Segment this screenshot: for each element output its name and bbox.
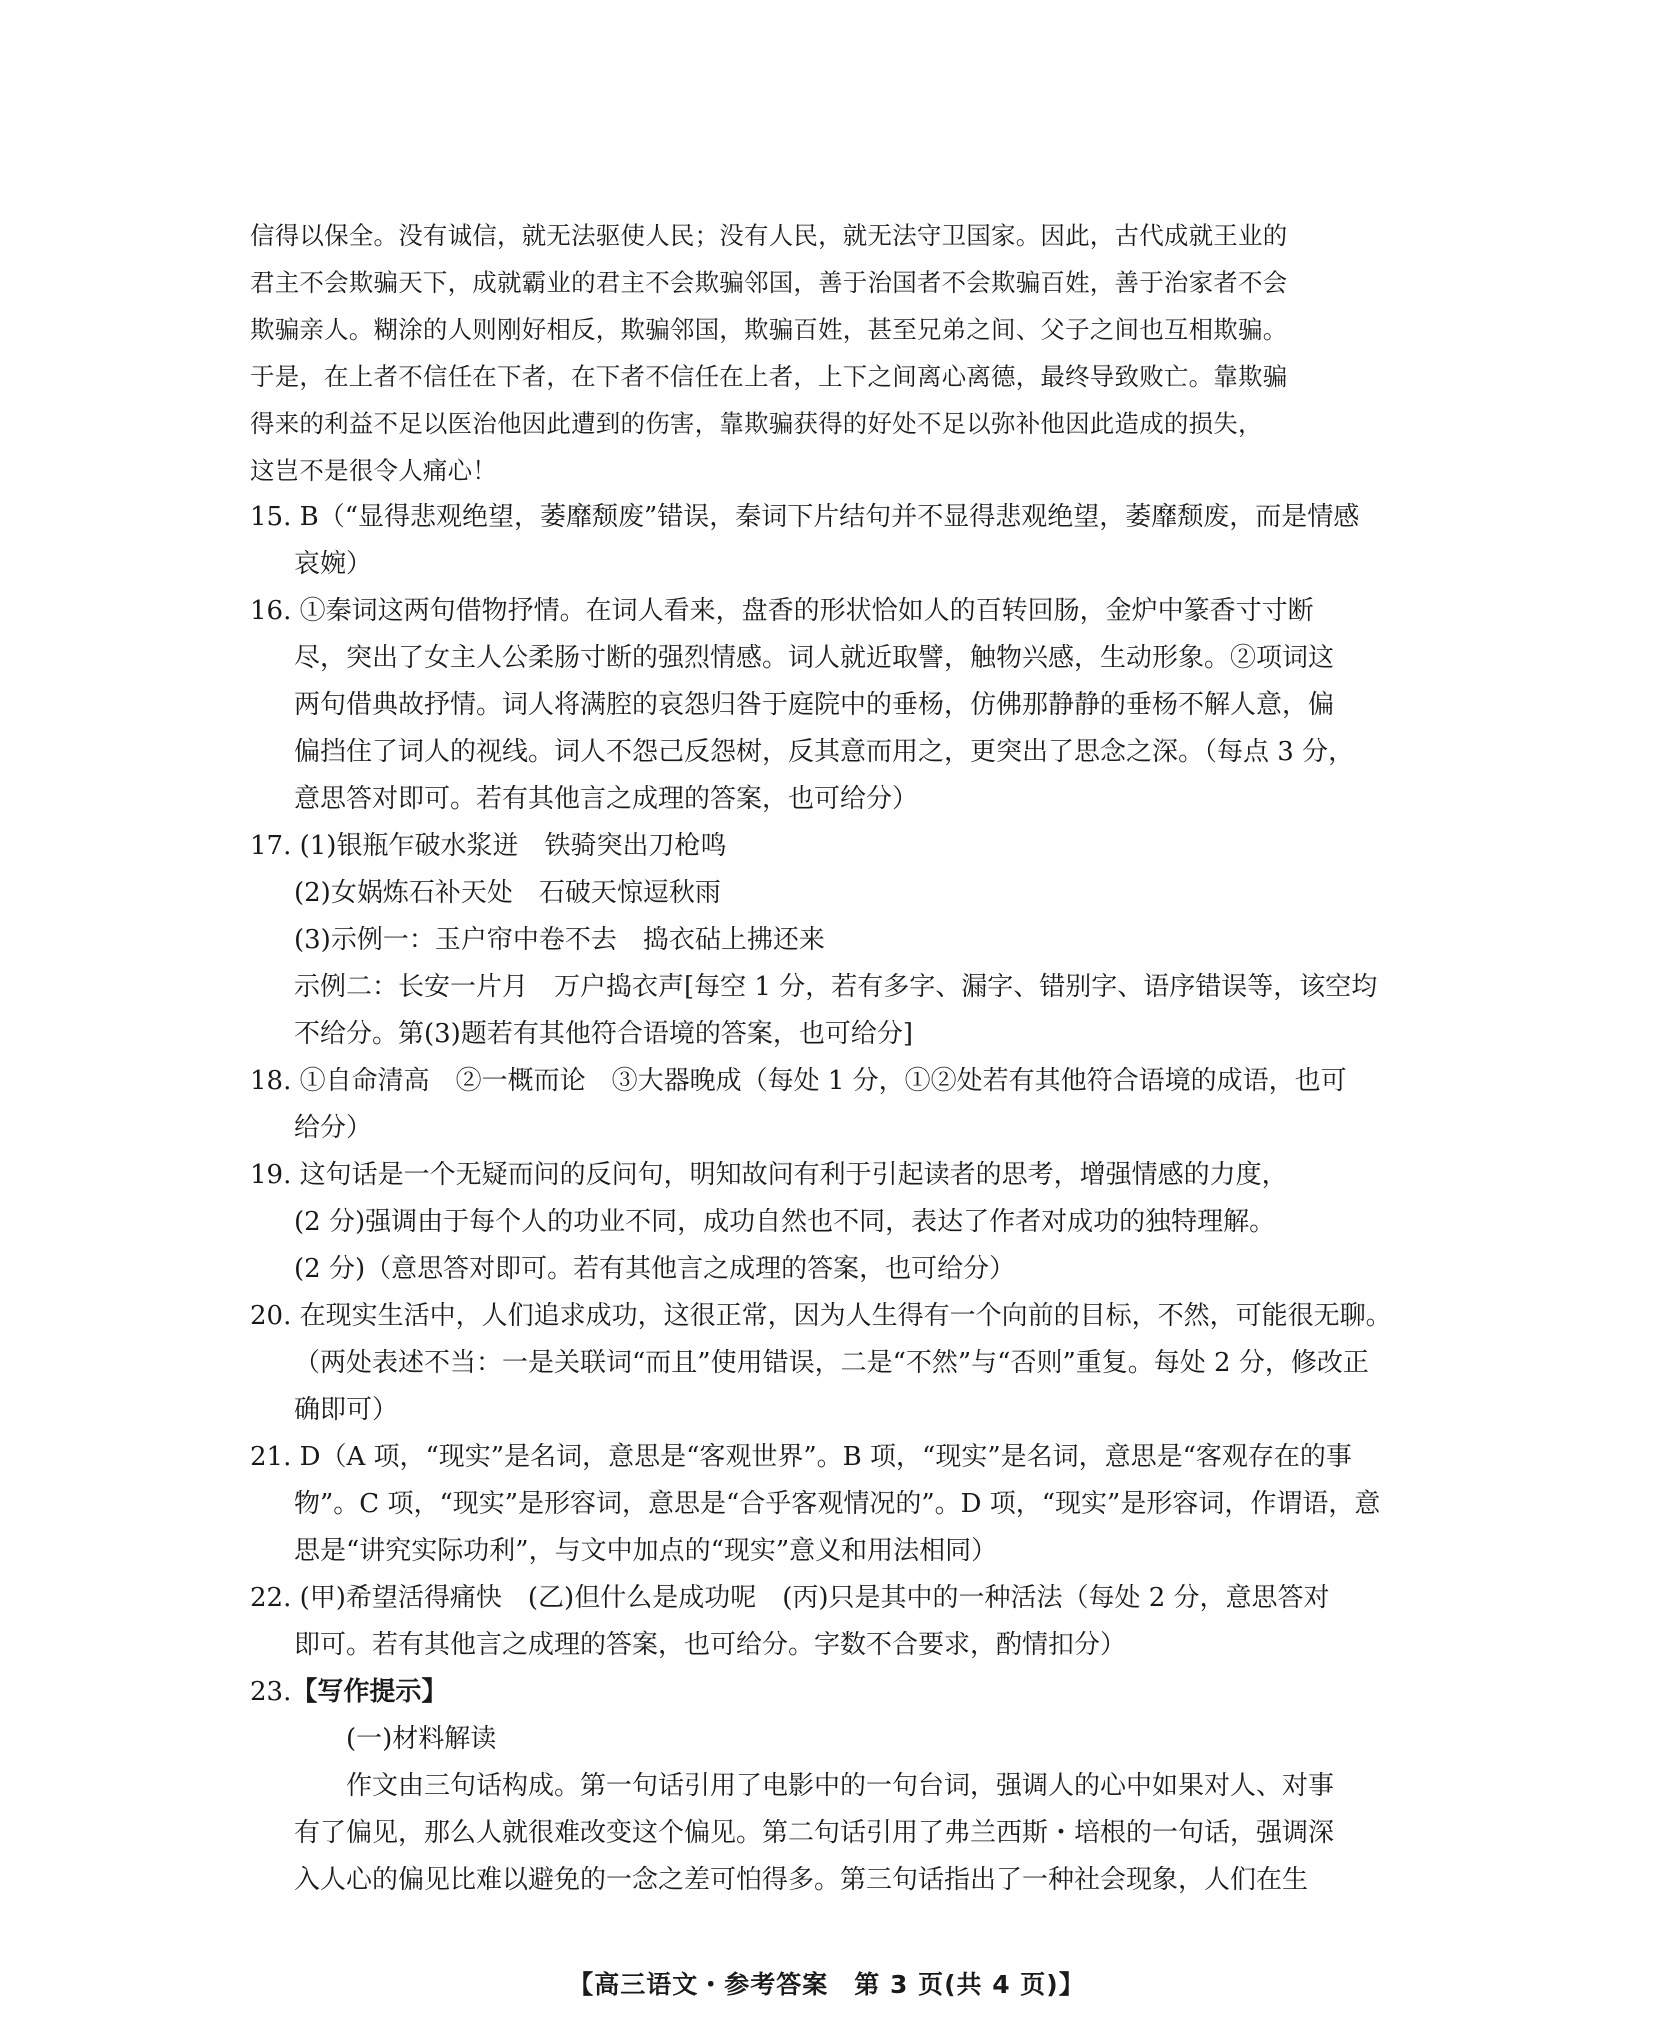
answer-18: [250, 1058, 1420, 1152]
writing-tips-heading: 【写作提示】: [291, 1677, 448, 1707]
answer-line: (2)女娲炼石补天处 石破天惊逗秋雨: [294, 878, 721, 908]
answer-line: 17. (1)银瓶乍破水浆迸 铁骑突出刀枪鸣: [250, 831, 727, 861]
answer-line: (2 分)（意思答对即可。若有其他言之成理的答案，也可给分）: [294, 1254, 1016, 1284]
answer-22: [250, 1575, 1420, 1669]
material-interpretation-subheading: (一)材料解读: [346, 1724, 497, 1754]
answer-line: 物”。C 项，“现实”是形容词，意思是“合乎客观情况的”。D 项，“现实”是形容词，作谓语，意: [294, 1489, 1381, 1519]
paragraph-line: 有了偏见，那么人就很难改变这个偏见。第二句话引用了弗兰西斯・培根的一句话，强调深: [294, 1818, 1335, 1848]
answer-23: [250, 1669, 1420, 1904]
answer-17: [250, 823, 1420, 1058]
answer-line: (3)示例一：玉户帘中卷不去 捣衣砧上拂还来: [294, 925, 825, 955]
translation-line: 欺骗亲人。糊涂的人则刚好相反，欺骗邻国，欺骗百姓，甚至兄弟之间、父子之间也互相欺骗。: [250, 315, 1288, 344]
answer-line: 18. ①自命清高 ②一概而论 ③大器晚成（每处 1 分，①②处若有其他符合语境的成语，也可: [250, 1066, 1347, 1096]
answer-line: 哀婉）: [294, 549, 373, 579]
answer-line: 偏挡住了词人的视线。词人不怨己反怨树，反其意而用之，更突出了思念之深。（每点 3 分，: [294, 737, 1355, 767]
answer-line: 两句借典故抒情。词人将满腔的哀怨归咎于庭院中的垂杨，仿佛那静静的垂杨不解人意，偏: [294, 690, 1335, 720]
question-number: 23.: [250, 1677, 292, 1707]
page-content: [250, 212, 1420, 1904]
answer-line: 19. 这句话是一个无疑而问的反问句，明知故问有利于引起读者的思考，增强情感的力度，: [250, 1160, 1288, 1190]
translation-line: 得来的利益不足以医治他因此遭到的伤害，靠欺骗获得的好处不足以弥补他因此造成的损失，: [250, 409, 1263, 438]
answer-line: (2 分)强调由于每个人的功业不同，成功自然也不同，表达了作者对成功的独特理解。: [294, 1207, 1276, 1237]
answer-line: 16. ①秦词这两句借物抒情。在词人看来，盘香的形状恰如人的百转回肠，金炉中篆香寸寸断: [250, 596, 1314, 626]
translation-line: 君主不会欺骗天下，成就霸业的君主不会欺骗邻国，善于治国者不会欺骗百姓，善于治家者不会: [250, 268, 1288, 297]
answer-line: 21. D（A 项，“现实”是名词，意思是“客观世界”。B 项，“现实”是名词，意思是“客观存在的事: [250, 1442, 1352, 1472]
answer-line: 不给分。第(3)题若有其他符合语境的答案，也可给分]: [294, 1019, 913, 1049]
answer-line: （两处表述不当：一是关联词“而且”使用错误，二是“不然”与“否则”重复。每处 2 分，修改正: [294, 1348, 1369, 1378]
answer-16: [250, 588, 1420, 823]
answer-line: 思是“讲究实际功利”，与文中加点的“现实”意义和用法相同）: [294, 1536, 998, 1566]
translation-line: 这岂不是很令人痛心！: [250, 456, 497, 485]
translation-line: 于是，在上者不信任在下者，在下者不信任在上者，上下之间离心离德，最终导致败亡。靠欺骗: [250, 362, 1288, 391]
paragraph-line: 入人心的偏见比难以避免的一念之差可怕得多。第三句话指出了一种社会现象，人们在生: [294, 1865, 1309, 1895]
answer-21: [250, 1434, 1420, 1575]
answer-19: [250, 1152, 1420, 1293]
answer-line: 确即可）: [294, 1395, 399, 1425]
answer-line: 尽，突出了女主人公柔肠寸断的强烈情感。词人就近取譬，触物兴感，生动形象。②项词这: [294, 643, 1335, 673]
answer-line: 20. 在现实生活中，人们追求成功，这很正常，因为人生得有一个向前的目标，不然，可能很无聊。: [250, 1301, 1392, 1331]
answer-line: 即可。若有其他言之成理的答案，也可给分。字数不合要求，酌情扣分）: [294, 1630, 1127, 1660]
answer-20: [250, 1293, 1420, 1434]
page-footer: 【高三语文・参考答案 第 3 页(共 4 页)】: [568, 1970, 1085, 1999]
answer-line: 意思答对即可。若有其他言之成理的答案，也可给分）: [294, 784, 919, 814]
answer-15: [250, 494, 1420, 588]
translation-continuation: [250, 212, 1420, 494]
writing-tips-heading-line: [250, 1669, 1420, 1716]
answer-line: 给分）: [294, 1113, 373, 1143]
answer-line: 22. (甲)希望活得痛快 (乙)但什么是成功呢 (丙)只是其中的一种活法（每处 2 分，意思答对: [250, 1583, 1330, 1613]
answer-line: 15. B（“显得悲观绝望，萎靡颓废”错误，秦词下片结句并不显得悲观绝望，萎靡颓废，而是情感: [250, 502, 1360, 532]
translation-line: 信得以保全。没有诚信，就无法驱使人民；没有人民，就无法守卫国家。因此，古代成就王业的: [250, 221, 1288, 250]
paragraph-line: 作文由三句话构成。第一句话引用了电影中的一句台词，强调人的心中如果对人、对事: [346, 1771, 1335, 1801]
answer-line: 示例二：长安一片月 万户捣衣声[每空 1 分，若有多字、漏字、错别字、语序错误等，该空均: [294, 972, 1378, 1002]
